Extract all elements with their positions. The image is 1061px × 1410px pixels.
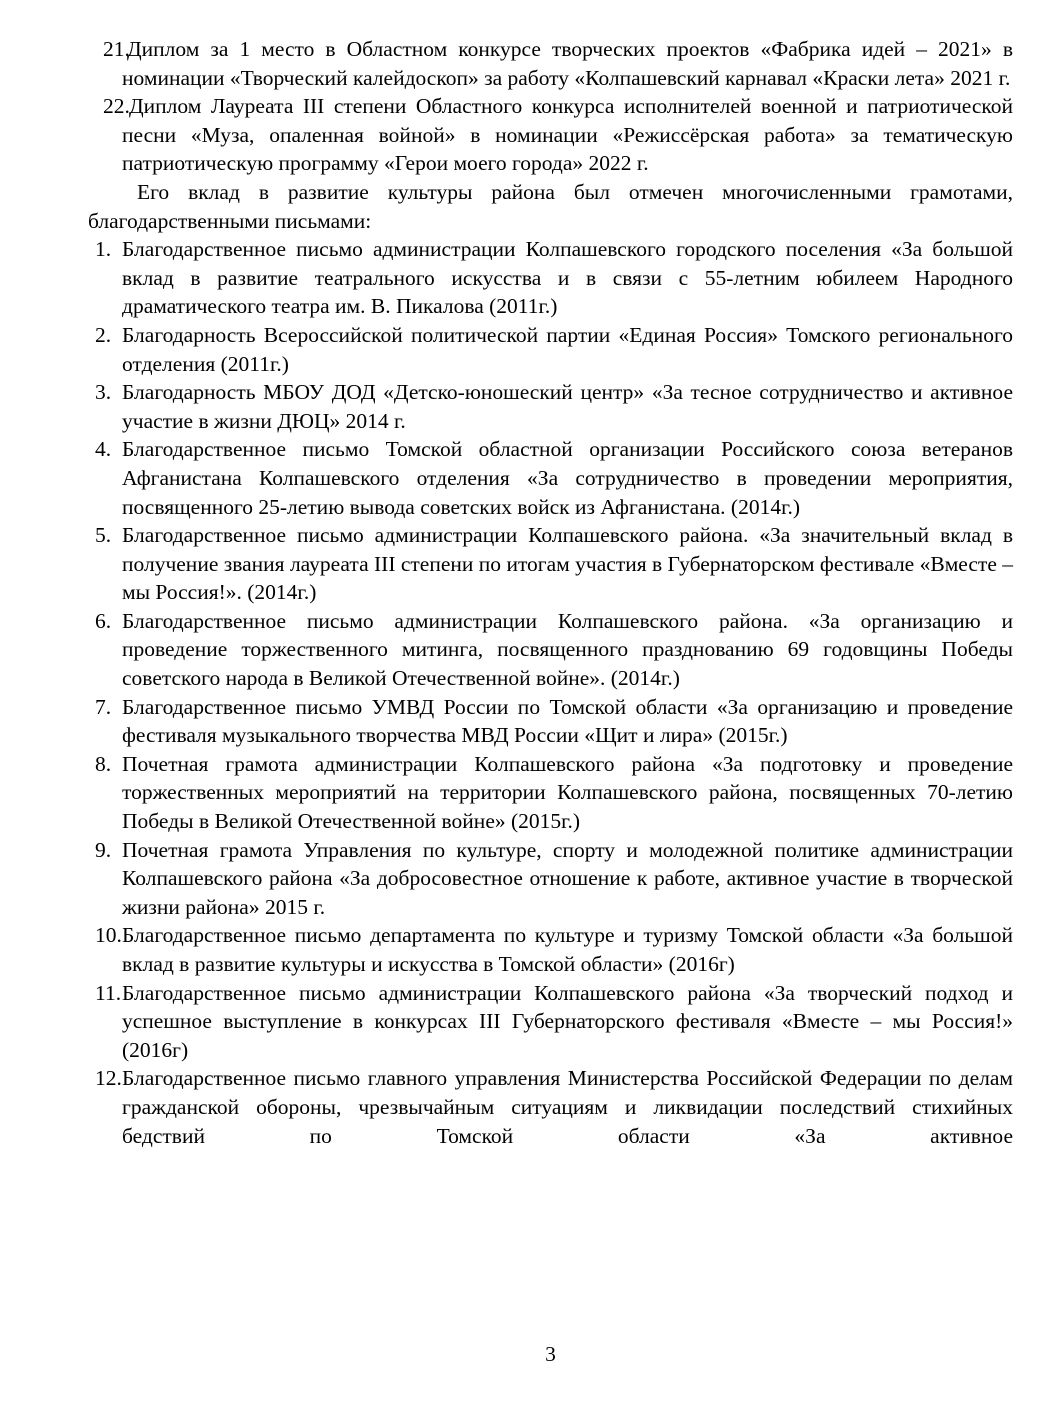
list-item-text: Благодарственное письмо администрации Колпашевского района. «За организацию и проведение торжественного митинга, посвященного празднованию 69 годовщины Победы советского народа в Великой Отечественной войне». (2014г.)	[122, 608, 1013, 691]
list-item-9	[95, 836, 1013, 922]
list-item-8	[95, 750, 1013, 836]
list-item-number: 12.	[95, 1066, 122, 1091]
list-item-number: 9.	[95, 837, 112, 862]
list-item-text: Благодарственное письмо Томской областной организации Российского союза ветеранов Афганистана Колпашевского отделения «За сотрудничество в проведении мероприятия, посвященного 25-летию вывода советских войск из Афганистана. (2014г.)	[122, 437, 1013, 519]
list-item-12	[95, 1064, 1013, 1150]
list-item-text: Благодарственное письмо УМВД России по Томской области «За организацию и проведение фестиваля музыкального творчества МВД России «Щит и лира» (2015г.)	[122, 694, 1013, 748]
list-item-number: 3.	[95, 380, 112, 405]
list-item-number: 2.	[95, 322, 112, 347]
list-item-text: Диплом за 1 место в Областном конкурсе творческих проектов «Фабрика идей – 2021» в номинации «Творческий калейдоскоп» за работу «Колпашевский карнавал «Краски лета» 2021 г.	[122, 37, 1013, 90]
document-body	[88, 35, 1013, 1150]
list-item-number: 5.	[95, 523, 112, 548]
list-item-6	[95, 607, 1013, 693]
list-item-3	[95, 378, 1013, 435]
list-item-10	[95, 921, 1013, 978]
intro-paragraph: Его вклад в развитие культуры района был отмечен многочисленными грамотами, благодарственными письмами:	[88, 179, 1013, 233]
list-item-text: Благодарственное письмо администрации Колпашевского района. «За значительный вклад в получение звания лауреата III степени по итогам участия в Губернаторском фестивале «Вместе – мы Россия!». (2014г.)	[122, 523, 1013, 605]
list-item-11	[95, 979, 1013, 1065]
list-item-number: 11.	[95, 980, 122, 1005]
list-item-text: Благодарственное письмо администрации Колпашевского района «За творческий подход и успешное выступление в конкурсах III Губернаторского фестиваля «Вместе – мы Россия!» (2016г)	[122, 980, 1013, 1062]
list-item-text: Почетная грамота Управления по культуре, спорту и молодежной политике администрации Колпашевского района «За добросовестное отношение к работе, активное участие в творческой жизни района» 2015 г.	[122, 837, 1013, 919]
list-item-22	[103, 92, 1013, 178]
list-item-5	[95, 521, 1013, 607]
list-item-text: Благодарственное письмо департамента по культуре и туризму Томской области «За большой вклад в развитие культуры и искусства в Томской области» (2016г)	[122, 923, 1013, 976]
page-number: 3	[545, 1342, 556, 1366]
list-item-text: Благодарность Всероссийской политической партии «Единая Россия» Томского регионального отделения (2011г.)	[122, 322, 1013, 376]
list-item-4	[95, 435, 1013, 521]
list-item-text: Диплом Лауреата III степени Областного конкурса исполнителей военной и патриотической песни «Муза, опаленная войной» в номинации «Режиссёрская работа» за тематическую патриотическую программу «Герои моего города» 2022 г.	[122, 94, 1013, 176]
list-item-text: Благодарственное письмо главного управления Министерства Российской Федерации по делам гражданской обороны, чрезвычайным ситуациям и ликвидации последствий стихийных бедствий по Томской области «За активное	[122, 1066, 1013, 1148]
list-item-number: 4.	[95, 437, 112, 462]
list-item-number: 1.	[95, 237, 112, 262]
list-item-number: 22.	[103, 94, 130, 119]
list-item-7	[95, 693, 1013, 750]
list-item-text: Благодарственное письмо администрации Колпашевского городского поселения «За большой вклад в развитие театрального искусства и в связи с 55-летним юбилеем Народного драматического театра им. В. Пикалова (2011г.)	[122, 237, 1013, 319]
list-item-text: Благодарность МБОУ ДОД «Детско-юношеский центр» «За тесное сотрудничество и активное участие в жизни ДЮЦ» 2014 г.	[122, 380, 1013, 433]
list-item-number: 10.	[95, 923, 122, 948]
list-item-21	[103, 35, 1013, 92]
list-item-text: Почетная грамота администрации Колпашевского района «За подготовку и проведение торжественных мероприятий на территории Колпашевского района, посвященных 70-летию Победы в Великой Отечественной войне» (2015г.)	[122, 751, 1013, 834]
list-item-number: 21.	[103, 37, 130, 61]
list-item-2	[95, 321, 1013, 378]
list-item-number: 6.	[95, 608, 112, 633]
list-item-1	[95, 235, 1013, 321]
list-item-number: 8.	[95, 751, 112, 776]
list-item-number: 7.	[95, 694, 112, 719]
